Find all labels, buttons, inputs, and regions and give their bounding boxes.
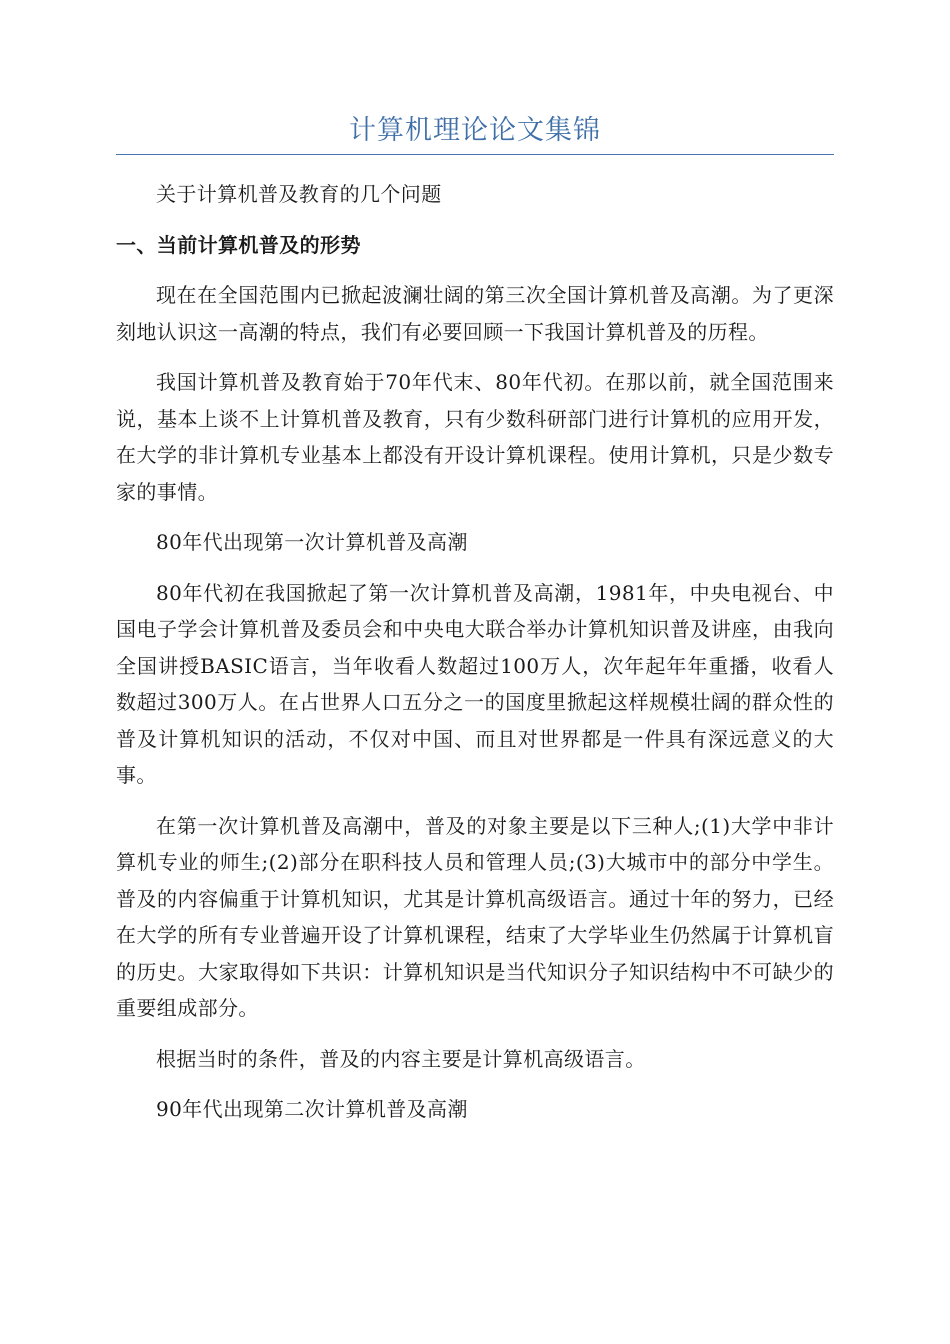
article-subtitle: 关于计算机普及教育的几个问题 [156, 182, 442, 206]
document-body [116, 176, 834, 1142]
paragraph: 根据当时的条件，普及的内容主要是计算机高级语言。 [156, 1046, 646, 1071]
subheading-paragraph: 90年代出现第二次计算机普及高潮 [156, 1097, 468, 1121]
subheading-paragraph: 80年代出现第一次计算机普及高潮 [156, 530, 468, 554]
section-heading: 一、当前计算机普及的形势 [116, 232, 361, 257]
title-underline [116, 154, 834, 155]
document-title: 计算机理论论文集锦 [349, 115, 601, 146]
paragraph: 在第一次计算机普及高潮中，普及的对象主要是以下三种人;(1)大学中非计算机专业的师生;(2)部分在职科技人员和管理人员;(3)大城市中的部分中学生。普及的内容偏重于计算机知识，尤其是计算机高级语言。通过十年的努力，已经在大学的所有专业普遍开设了计算机课程，结束了大学毕业生仍然属于计算机盲的历史。大家取得如下共识：计算机知识是当代知识分子知识结构中不可缺少的重要组成部分。 [116, 813, 834, 1020]
paragraph: 80年代初在我国掀起了第一次计算机普及高潮，1981年，中央电视台、中国电子学会计算机普及委员会和中央电大联合举办计算机知识普及讲座，由我向全国讲授BASIC语言，当年收看人数超过100万人，次年起年年重播，收看人数超过300万人。在占世界人口五分之一的国度里掀起这样规模壮阔的群众性的普及计算机知识的活动，不仅对中国、而且对世界都是一件具有深远意义的大事。 [116, 580, 834, 787]
paragraph: 现在在全国范围内已掀起波澜壮阔的第三次全国计算机普及高潮。为了更深刻地认识这一高潮的特点，我们有必要回顾一下我国计算机普及的历程。 [116, 283, 834, 344]
paragraph: 我国计算机普及教育始于70年代末、80年代初。在那以前，就全国范围来说，基本上谈不上计算机普及教育，只有少数科研部门进行计算机的应用开发，在大学的非计算机专业基本上都没有开设计算机课程。使用计算机，只是少数专家的事情。 [116, 370, 834, 504]
